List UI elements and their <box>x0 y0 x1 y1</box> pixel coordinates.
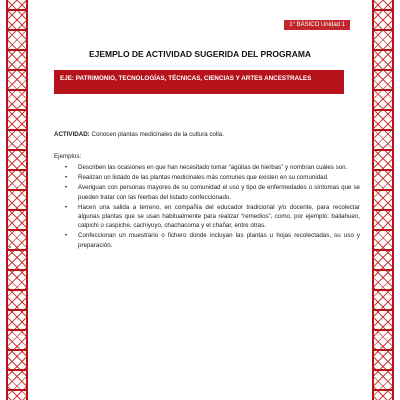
examples-label: Ejemplos: <box>54 153 82 160</box>
activity-label: ACTIVIDAD: <box>54 131 90 138</box>
bullet-icon: • <box>65 232 68 240</box>
bullet-icon: • <box>65 164 68 171</box>
decorative-border-left <box>6 0 28 400</box>
list-item-text: Confeccionan un muestrario o fichero donde incluyan las plantas u hojas recolectadas, su uso y preparación. <box>78 232 360 249</box>
list-item-text: Averiguan con personas mayores de su comunidad el uso y tipo de enfermedades o síntomas que se pueden tratar con las hierbas del listado confeccionado. <box>78 184 360 201</box>
decorative-border-right <box>372 0 394 400</box>
margin-mark <box>9 246 11 248</box>
list-item <box>65 173 360 182</box>
page-title: EJEMPLO DE ACTIVIDAD SUGERIDA DEL PROGRAMA <box>88 49 312 59</box>
examples-list <box>62 163 360 251</box>
list-item <box>65 163 360 172</box>
bullet-icon: • <box>65 203 68 211</box>
list-item-text: Describen las ocasiones en que han necesitado tomar “agüitas de hierbas” y nombran cuáles son. <box>78 164 348 171</box>
activity-line <box>54 131 354 138</box>
bullet-icon: • <box>65 174 68 182</box>
bullet-icon: • <box>65 184 68 192</box>
list-item <box>65 231 360 249</box>
axis-banner: EJE: PATRIMONIO, TECNOLOGÍAS, TÉCNICAS, CIENCIAS Y ARTES ANCESTRALES <box>54 70 344 94</box>
list-item <box>65 183 360 201</box>
list-item-text: Hacen una salida a terreno, en compañía del educador tradicional y/o docente, para recolectar algunas plantas que se usan habitualmente para realizar “remedios”, como, por ejemplo: bailahuen, calpichi o caspiche, cachiyuyo, chachacoma y el chañar, entre otras. <box>78 203 360 230</box>
list-item <box>65 203 360 231</box>
activity-text: Conocen plantas medicinales de la cultura colla. <box>91 131 224 138</box>
unit-badge: 1° BÁSICO Unidad 1 <box>284 20 350 30</box>
list-item-text: Realizan un listado de las plantas medicinales más comunes que existen en su comunidad. <box>78 174 329 182</box>
